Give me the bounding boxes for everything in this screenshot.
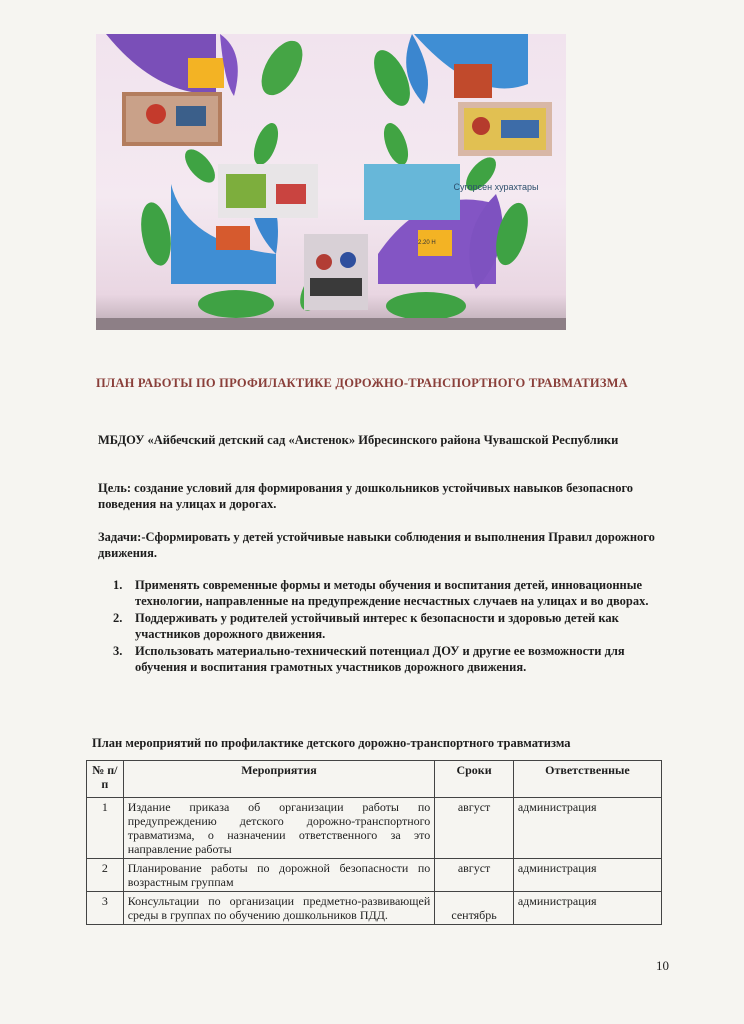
cell-resp: администрация <box>513 892 661 925</box>
page-number: 10 <box>656 958 669 973</box>
task-text: Поддерживать у родителей устойчивый интерес к безопасности и здоровью детей как участников дорожного движения. <box>135 611 619 641</box>
table-row <box>87 859 662 892</box>
organization-name: МБДОУ «Айбечский детский сад «Аистенок» Ибресинского района Чувашской Республики <box>98 433 619 447</box>
task-text: Использовать материально-технический потенциал ДОУ и другие ее возможности для обучения и воспитания грамотных участников дорожного движения. <box>135 644 625 674</box>
tasks-list <box>113 577 678 676</box>
cell-resp: администрация <box>513 859 661 892</box>
plan-table <box>86 760 662 925</box>
cell-num: 2 <box>87 859 124 892</box>
cell-event: Планирование работы по дорожной безопасности по возрастным группам <box>123 859 435 892</box>
task-item <box>113 643 678 675</box>
header-num: № п/п <box>87 761 124 798</box>
cell-num: 1 <box>87 798 124 859</box>
cell-resp: администрация <box>513 798 661 859</box>
header-event: Мероприятия <box>123 761 435 798</box>
table-row <box>87 892 662 925</box>
wall-decoration-photo <box>96 34 566 330</box>
poster-label: 2.20 Н <box>418 240 436 246</box>
goal-paragraph: Цель: создание условий для формирования у дошкольников устойчивых навыков безопасного поведения на улицах и дорогах. <box>98 481 634 511</box>
cell-event: Консультации по организации предметно-развивающей среды в группах по обучению дошкольников ПДД. <box>123 892 435 925</box>
table-header-row <box>87 761 662 798</box>
header-resp: Ответственные <box>513 761 661 798</box>
task-number: 2. <box>113 611 123 625</box>
task-text: Применять современные формы и методы обучения и воспитания детей, инновационные технологии, направленные на предупреждение несчастных случаев на улицах и во дворах. <box>135 578 649 608</box>
document-title: ПЛАН РАБОТЫ ПО ПРОФИЛАКТИКЕ ДОРОЖНО-ТРАНСПОРТНОГО ТРАВМАТИЗМА <box>96 376 628 390</box>
poster-caption: Сугорсен хурахтары <box>453 182 539 192</box>
cell-event: Издание приказа об организации работы по предупреждению детского дорожно-транспортного травматизма, о назначении ответственного за это направление работы <box>123 798 435 859</box>
cell-term: сентябрь <box>435 892 514 925</box>
cell-term: август <box>435 859 514 892</box>
header-term: Сроки <box>435 761 514 798</box>
task-number: 1. <box>113 578 123 592</box>
cell-num: 3 <box>87 892 124 925</box>
tasks-intro: Задачи:-Сформировать у детей устойчивые навыки соблюдения и выполнения Правил дорожного движения. <box>98 530 655 560</box>
table-row <box>87 798 662 859</box>
cell-term: август <box>435 798 514 859</box>
task-item <box>113 610 678 642</box>
plan-table-title: План мероприятий по профилактике детского дорожно-транспортного травматизма <box>92 736 571 750</box>
task-item <box>113 577 678 609</box>
task-number: 3. <box>113 644 123 658</box>
